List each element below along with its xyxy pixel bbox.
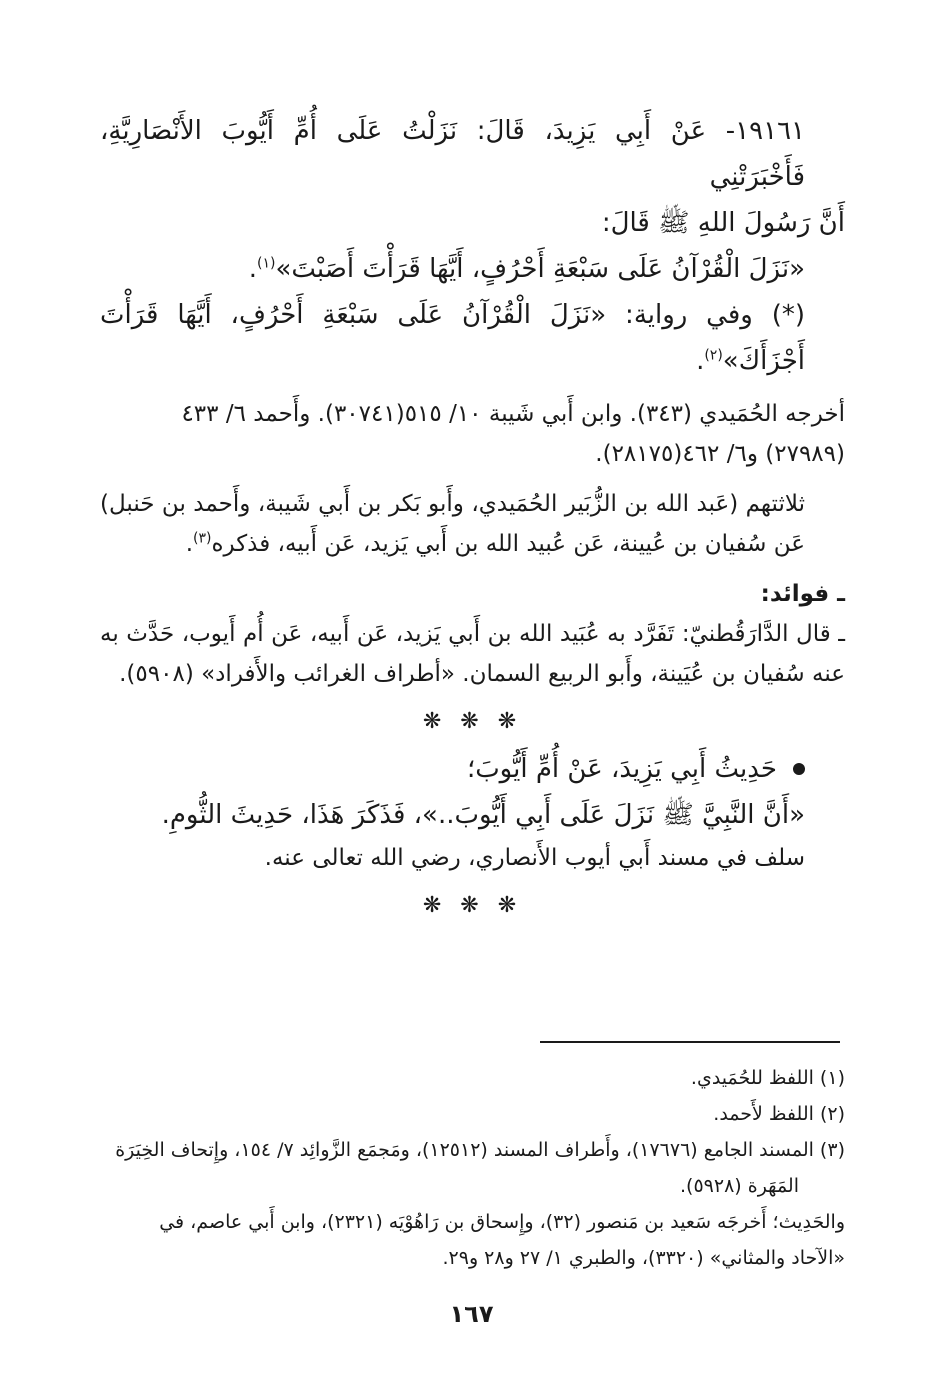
footnote-divider: [540, 1041, 840, 1043]
quote-1-end: .: [248, 254, 258, 284]
fawaid-section: [100, 574, 845, 694]
second-hadith-quote: «أَنَّ النَّبِيَّ ﷺ نَزَلَ عَلَى أَبِي أَيُّوبَ..»، فَذَكَرَ هَذَا، حَدِيثَ الثُّومِ.: [161, 800, 805, 830]
footnote-ref-2[interactable]: (٢): [704, 347, 723, 364]
separator-stars-1: ❋ ❋ ❋: [422, 709, 523, 734]
takhrij-paragraph: [100, 394, 845, 474]
page-number: ١٦٧: [449, 1300, 494, 1328]
takhrij-line-1: أخرجه الحُمَيدي (٣٤٣). وابن أَبي شَيبة ١٠/ ٥١٥(٣٠٧٤١). وأَحمد ٦/ ٤٣٣: [181, 401, 845, 427]
footnote-2: (٢) اللفظ لأَحمد.: [713, 1103, 845, 1125]
separator-stars-2: ❋ ❋ ❋: [422, 893, 523, 918]
hadith-line-2: أَنَّ رَسُولَ اللهِ ﷺ قَالَ:: [601, 208, 845, 238]
second-hadith-title-text: حَدِيثُ أَبِي يَزِيدَ، عَنْ أُمِّ أَيُّوبَ؛: [466, 754, 777, 784]
footnote-1: (١) اللفظ للحُمَيدي.: [690, 1067, 845, 1089]
hadith-line-1: ١٩١٦١- عَنْ أَبِي يَزِيدَ، قَالَ: نَزَلْتُ عَلَى أُمِّ أَيُّوبَ الأَنْصَارِيَّةِ، فَأَخْبَرَتْنِي: [100, 116, 805, 192]
second-hadith-title: [100, 746, 845, 792]
footnote-4-line-1: والحَدِيث؛ أَخرجَه سَعيد بن مَنصور (٣٢)، وإِسحاق بن رَاهُوْيَه (٢٣٢١)، وابن أَبي عاصم، في: [159, 1211, 845, 1233]
riwaya-intro: (*) وفي رواية:: [606, 300, 805, 330]
footnote-3-line-2: المَهَرة (٥٩٢٨).: [680, 1175, 799, 1197]
bullet-icon: [793, 763, 805, 775]
hadith-quote-1: [100, 246, 845, 292]
fawaid-heading: ـ فوائد:: [760, 581, 845, 607]
quote-2-text: «نَزَلَ الْقُرْآنُ عَلَى سَبْعَةِ أَحْرُفٍ، أَيَّهَا قَرَأْتَ أَجْزَأَكَ»: [100, 300, 805, 376]
takhrij-line-2: (٢٧٩٨٩) و٦/ ٤٦٢(٢٨١٧٥).: [595, 441, 845, 467]
second-hadith-note: سلف في مسند أَبي أيوب الأَنصاري، رضي الله تعالى عنه.: [264, 845, 805, 871]
main-text: [100, 108, 845, 930]
footnote-3-line-1: (٣) المسند الجامع (١٧٦٧٦)، وأَطراف المسند (١٢٥١٢)، ومَجمَع الزَّوائِد ٧/ ١٥٤، وإِتحاف الخِيَرَة: [115, 1139, 845, 1161]
footnote-ref-1[interactable]: (١): [257, 255, 276, 272]
quote-2-end: .: [696, 346, 705, 376]
footnote-4-line-2: «الآحاد والمثاني» (٣٣٢٠)، والطبري ١/ ٢٧ و٢٨ و٢٩.: [442, 1247, 845, 1269]
footnotes: [100, 1060, 845, 1276]
isnad-text: [100, 484, 845, 564]
isnad-paragraph: [100, 484, 845, 564]
fawaid-text: ـ قال الدَّارَقُطنيّ: تَفَرَّد به عُبَيد الله بن أَبي يَزيد، عَن أَبيه، عَن أُم أَيوب، حَدَّث به عنه سُفيان بن عُيَينة، وأَبو الربيع السمان. «أطراف الغرائب والأَفراد» (٥٩٠٨).: [100, 621, 845, 687]
hadith-paragraph: [100, 108, 845, 384]
isnad-body: ثلاثتهم (عَبد الله بن الزُّبَير الحُمَيدي، وأَبو بَكر بن أَبي شَيبة، وأَحمد بن حَنبل) عَن سُفيان بن عُيينة، عَن عُبيد الله بن أَبي يَزيد، عَن أَبيه، فذكره: [100, 491, 805, 557]
footnote-ref-3[interactable]: (٣): [193, 530, 212, 547]
isnad-end: .: [185, 531, 194, 557]
quote-1-text: «نَزَلَ الْقُرْآنُ عَلَى سَبْعَةِ أَحْرُفٍ، أَيَّهَا قَرَأْتَ أَصَبْتَ»: [275, 254, 805, 284]
second-hadith-section: [100, 746, 845, 878]
hadith-quote-2: [100, 292, 845, 384]
